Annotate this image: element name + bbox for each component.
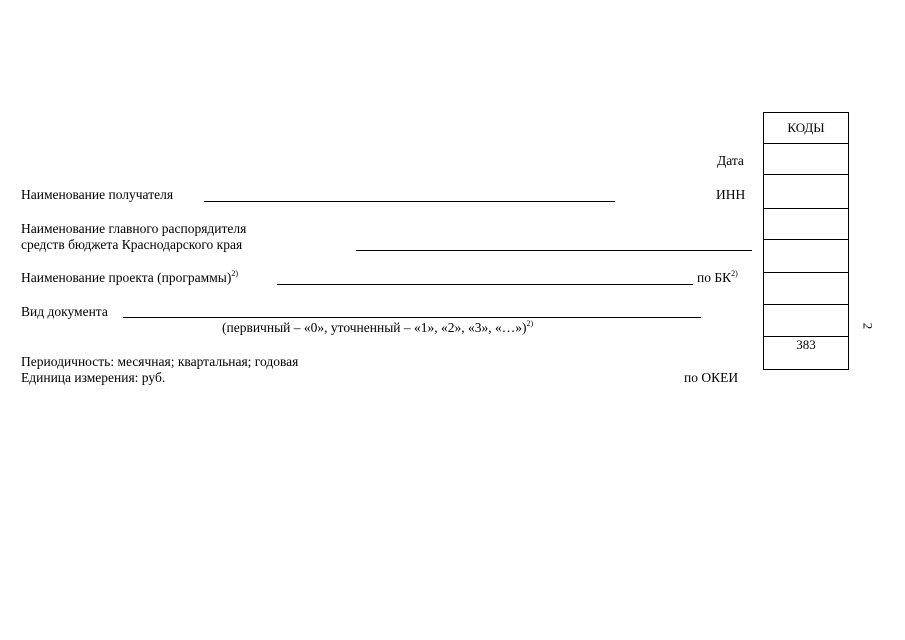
periodicity-cell bbox=[764, 305, 849, 337]
codes-header: КОДЫ bbox=[764, 113, 849, 144]
date-label: Дата bbox=[717, 153, 744, 168]
bk-label: по БК$^{2)}$ bbox=[697, 268, 738, 285]
inn-label: ИНН bbox=[716, 187, 746, 202]
distributor-label-line1: Наименование главного распорядителя bbox=[21, 221, 247, 236]
bk-footnote-mark: 2) bbox=[731, 268, 738, 278]
distributor-underline bbox=[356, 250, 752, 251]
codes-table bbox=[763, 112, 849, 370]
doc-type-hint: (первичный – «0», уточненный – «1», «2», «3», «…»)$^{2)}$ bbox=[222, 318, 534, 335]
okei-cell: 383 bbox=[764, 337, 849, 370]
doc-type-cell bbox=[764, 273, 849, 305]
distributor-label-line2: средств бюджета Краснодарского края bbox=[21, 237, 243, 252]
recipient-underline bbox=[204, 201, 615, 202]
unit-text: Единица измерения: руб. bbox=[21, 370, 166, 385]
periodicity-text: Периодичность: месячная; квартальная; годовая bbox=[21, 354, 299, 369]
distributor-cell bbox=[764, 209, 849, 240]
project-footnote-mark: 2) bbox=[231, 268, 238, 278]
date-cell bbox=[764, 144, 849, 175]
recipient-label: Наименование получателя bbox=[21, 187, 174, 202]
project-label: Наименование проекта (программы)$^{2)}$ bbox=[21, 268, 238, 285]
okei-label: по ОКЕИ bbox=[684, 370, 739, 385]
page-number: 2 bbox=[860, 322, 876, 330]
doc-type-footnote-mark: 2) bbox=[526, 318, 534, 328]
doc-type-label: Вид документа bbox=[21, 304, 108, 319]
doc-type-underline bbox=[123, 317, 701, 318]
project-underline bbox=[277, 284, 693, 285]
inn-cell bbox=[764, 175, 849, 209]
bk-cell bbox=[764, 240, 849, 273]
